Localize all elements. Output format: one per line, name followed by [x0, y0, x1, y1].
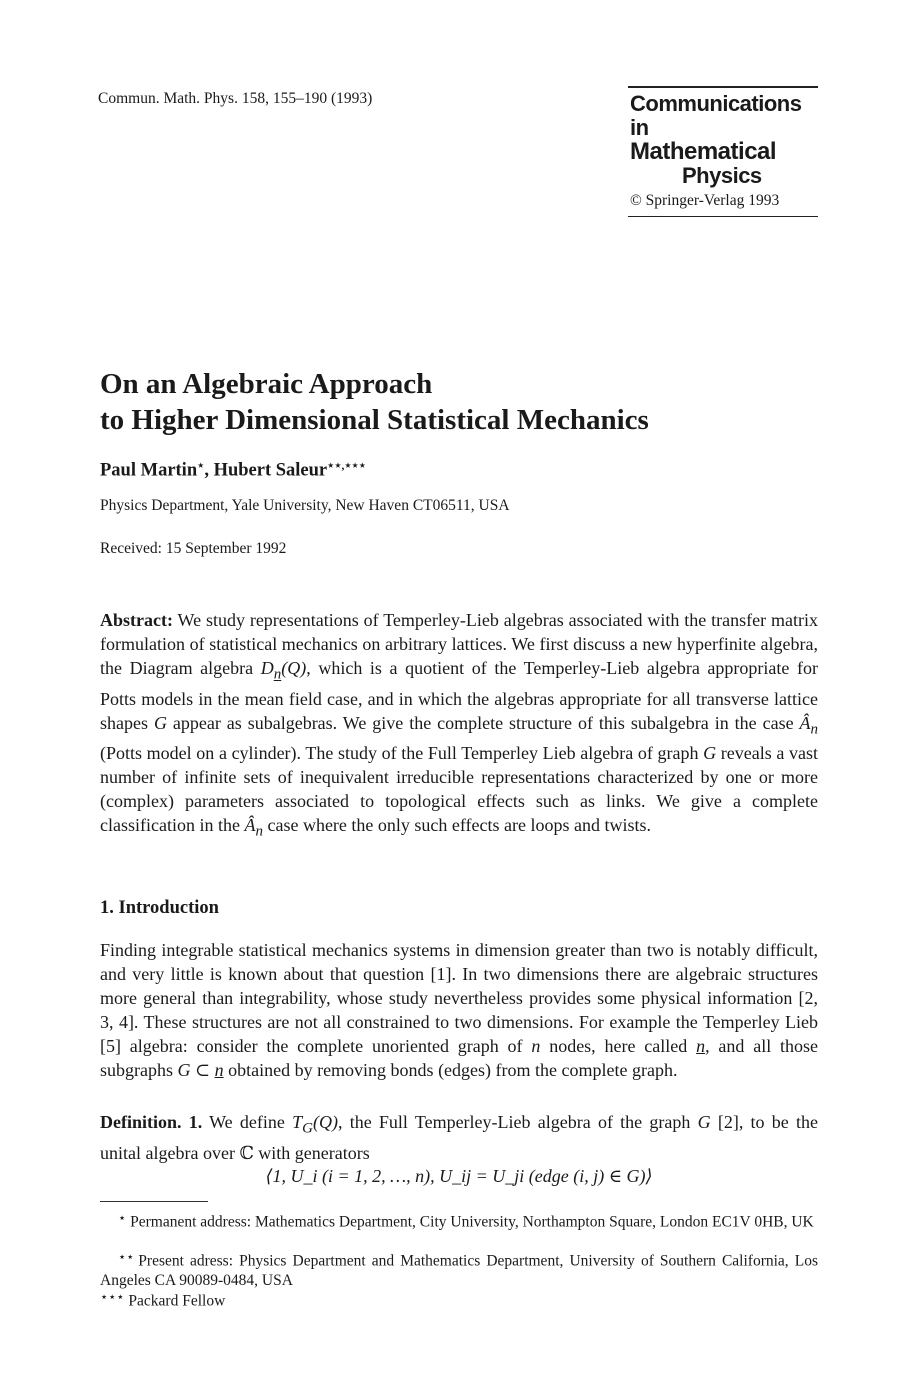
abstract-label: Abstract: — [100, 610, 173, 630]
body-text: obtained by removing bonds (edges) from the complete graph. — [223, 1060, 678, 1080]
author-name: Hubert Saleur — [213, 460, 328, 481]
journal-name-line-1: Communications in — [630, 90, 802, 140]
math-symbol: G — [697, 1112, 711, 1132]
paper-title-line-1: On an Algebraic Approach — [100, 368, 433, 400]
paper-title-line-2: to Higher Dimensional Statistical Mechanics — [100, 404, 649, 436]
body-text: [2], to be the unital algebra over ℂ with generators — [100, 1112, 818, 1163]
author-separator: , — [204, 460, 214, 481]
abstract-text: (Potts model on a cylinder). The study of the Full Temperley Lieb algebra of graph — [100, 743, 704, 764]
abstract-text: reveals a vast number of infinite sets of inequivalent irreducible representations characterized by one or more (complex) parameters associated to topological effects such as links. We give a complete classification in the — [100, 743, 818, 836]
footnote-marker: ⋆⋆⋆ — [100, 1289, 125, 1304]
footnote-marker: ⋆ — [197, 460, 205, 472]
math-symbol: n — [531, 1036, 541, 1056]
abstract-text: appear as subalgebras. We give the complete structure of this subalgebra in the case — [166, 712, 800, 733]
received-date: Received: 15 September 1992 — [100, 540, 287, 557]
math-symbol: Â — [799, 712, 811, 733]
footnote-text: Present adress: Physics Department and Mathematics Department, University of Southern California, Los Angeles CA 90089-0484, USA — [100, 1252, 818, 1289]
math-symbol: G ⊂ — [177, 1060, 215, 1080]
math-symbol: T — [292, 1112, 303, 1132]
author-name: Paul Martin — [100, 460, 198, 481]
abstract-text: case where the only such effects are loops and twists. — [262, 815, 652, 836]
math-subscript: n — [255, 823, 263, 840]
footnote — [100, 1287, 818, 1311]
paper-title — [100, 366, 649, 438]
display-formula: ⟨1, U_i (i = 1, 2, …, n), U_ij = U_ji (edge (i, j) ∈ G)⟩ — [265, 1166, 653, 1186]
abstract — [100, 608, 818, 844]
journal-top-rule — [628, 86, 818, 88]
body-text: Finding integrable statistical mechanics systems in dimension greater than two is notably difficult, and very little is known about that question [1]. In two dimensions there are algebraic structures more general than integrability, whose study nevertheless provides some physical information [2, 3, 4]. These structures are not all constrained to two dimensions. For example the Temperley Lieb [5] algebra: consider the complete unoriented graph of — [100, 940, 818, 1056]
abstract-text: We study representations of Temperley-Lieb algebras associated with the transfer matrix formulation of statistical mechanics on arbitrary lattices. We first discuss a new hyperfinite algebra, the Diagram algebra — [100, 610, 818, 678]
math-symbol: (Q) — [281, 658, 307, 678]
journal-citation: Commun. Math. Phys. 158, 155–190 (1993) — [98, 90, 373, 107]
introduction-paragraph — [100, 938, 818, 1082]
footnote — [100, 1208, 818, 1232]
footnote-text: Packard Fellow — [128, 1292, 226, 1310]
body-text: We define — [202, 1112, 293, 1132]
footnote-text: Permanent address: Mathematics Department, City University, Northampton Square, London EC1V 0HB, UK — [130, 1213, 814, 1231]
math-subscript: n — [810, 721, 818, 738]
abstract-text: , which is a quotient of the Temperley-Lieb algebra appropriate for Potts models in the mean field case, and in which the algebras appropriate for all transverse lattice shapes — [100, 658, 818, 733]
math-symbol: n — [214, 1060, 224, 1080]
journal-name — [628, 92, 818, 188]
journal-name-line-2: Mathematical — [630, 137, 777, 165]
body-text: , and all those subgraphs — [100, 1036, 819, 1080]
footnote — [100, 1247, 818, 1290]
math-symbol: G — [153, 712, 167, 733]
math-symbol: n — [696, 1036, 706, 1056]
math-symbol: D — [260, 658, 274, 678]
copyright-notice: © Springer-Verlag 1993 — [630, 191, 780, 209]
journal-name-line-3: Physics — [682, 162, 762, 188]
section-heading: 1. Introduction — [100, 898, 219, 918]
math-symbol: Â — [244, 815, 256, 836]
math-subscript: G — [302, 1120, 313, 1137]
affiliation: Physics Department, Yale University, New Haven CT06511, USA — [100, 497, 510, 514]
journal-bottom-rule — [628, 216, 818, 218]
body-text: nodes, here called — [540, 1036, 697, 1056]
author-list — [100, 458, 366, 481]
footnote-rule — [100, 1201, 208, 1202]
math-symbol: G — [703, 743, 717, 764]
journal-logo — [628, 86, 818, 217]
body-text: , the Full Temperley-Lieb algebra of the graph — [337, 1112, 698, 1132]
footnote-marker: ⋆⋆ — [118, 1249, 135, 1264]
footnote-marker: ⋆ — [118, 1210, 127, 1225]
math-subscript: n — [273, 666, 282, 683]
footnote-marker: ⋆⋆,⋆⋆⋆ — [327, 460, 366, 472]
definition-paragraph — [100, 1110, 818, 1165]
definition-label: Definition. 1. — [100, 1112, 203, 1132]
math-symbol: (Q) — [312, 1112, 338, 1132]
